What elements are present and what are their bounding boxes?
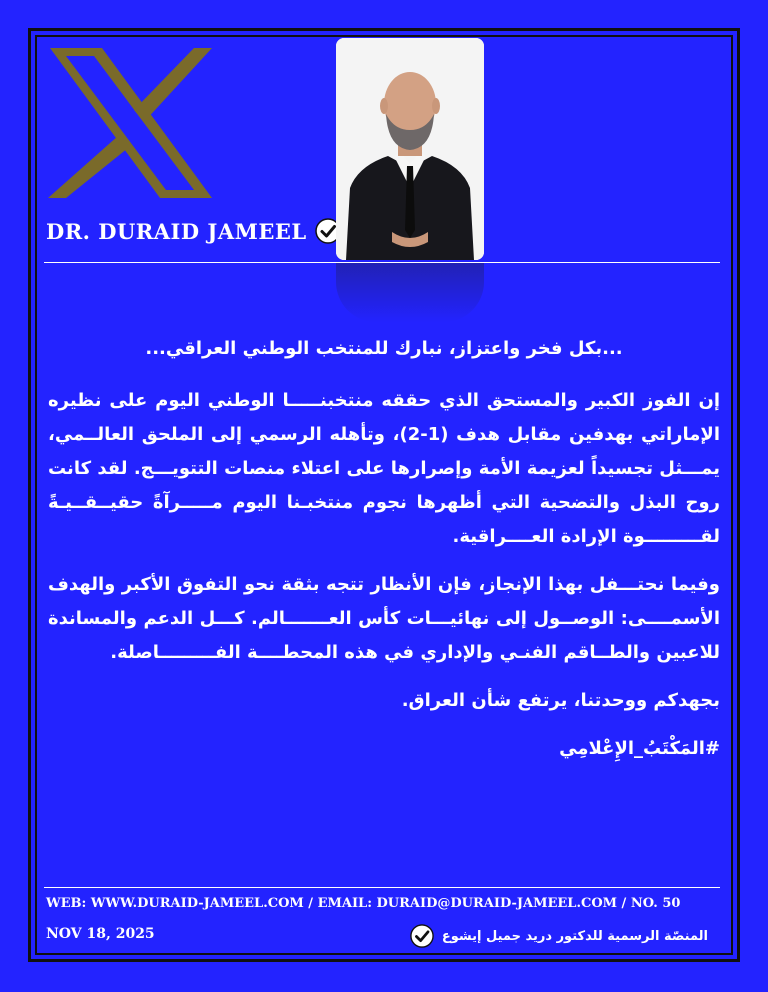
intro-line: ...بكل فخر واعتزاز، نبارك للمنتخب الوطني العراقي... bbox=[145, 338, 623, 359]
x-logo-icon bbox=[44, 44, 216, 202]
statement-body bbox=[48, 332, 720, 766]
author-name: DR. DURAID JAMEEL bbox=[46, 218, 307, 244]
platform-signature bbox=[410, 924, 708, 948]
portrait-reflection bbox=[336, 262, 484, 322]
portrait-illustration bbox=[336, 38, 484, 260]
platform-name: المنصّة الرسمية للدكتور دريد جميل إيشوع bbox=[441, 928, 708, 944]
check-badge-icon bbox=[410, 924, 434, 948]
paragraph-1: إن الفوز الكبير والمستحق الذي حققه منتخبنـــــا الوطني اليوم على نظيره الإماراتي بهدفين مقابل هدف (1-2)، وتأهله الرسمي إلى الملحق العالــمي، يمـــثل تجسيداً لعزيمة الأمة وإصرارها على اعتلاء منصات التتويـــج. لقد كانت روح البذل والتضحية التي أظهرها نجوم منتخبـنا اليوم مـــــرآةً حقيــقــيـةً لقـــــــــوة الإرادة العــــراقية. bbox=[48, 390, 720, 547]
paragraph-2: وفيما نحتـــفل بهذا الإنجاز، فإن الأنظار تتجه بثقة نحو التفوق الأكبر والهدف الأسمــــى: الوصــول إلى نهائيـــات كأس العـــــــالم. كـــل الدعم والمساندة للاعبين والطــاقم الفنـي والإداري في هذه المحطــــة الفـــــــــاصلة. bbox=[48, 574, 720, 663]
hashtag: #المَكْتَبُ_الإِعْلامِي bbox=[559, 738, 720, 759]
header-name-row bbox=[46, 218, 341, 244]
paragraph-3: بجهدكم ووحدتنا، يرتفع شأن العراق. bbox=[401, 690, 720, 711]
contact-line: WEB: WWW.DURAID-JAMEEL.COM / EMAIL: DURAID@DURAID-JAMEEL.COM / NO. 50 bbox=[46, 896, 681, 911]
publish-date: NOV 18, 2025 bbox=[46, 926, 155, 942]
portrait-photo bbox=[336, 38, 484, 260]
bottom-divider bbox=[44, 887, 720, 888]
top-divider bbox=[44, 262, 720, 263]
